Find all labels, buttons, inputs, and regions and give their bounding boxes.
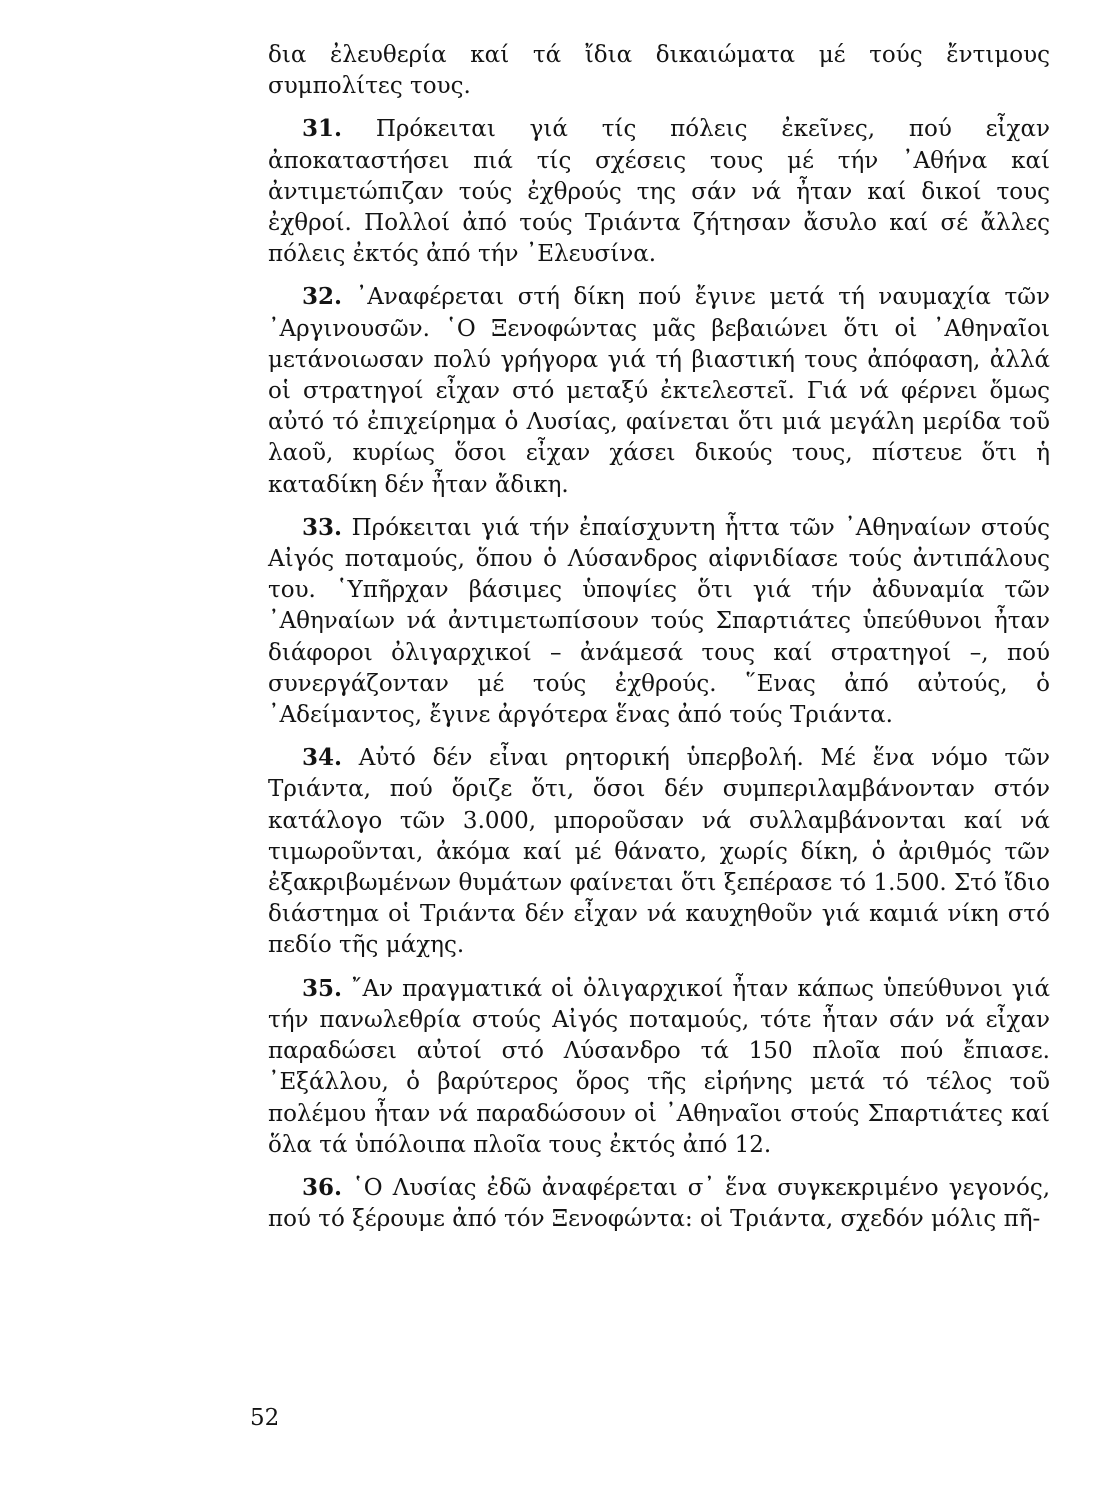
note-text: Πρόκειται γιά τήν ἐπαίσχυντη ἧττα τῶν ᾿Αθηναίων στούς Αἰγός ποταμούς, ὅπου ὁ Λύσανδρος αἰφνιδίασε τούς ἀντιπάλους του. ῾Υπῆρχαν βάσιμες ὑποψίες ὅτι γιά τήν ἀδυναμία τῶν ᾿Αθηναίων νά ἀντιμετωπίσουν τούς Σπαρτιάτες ὑπεύθυνοι ἦταν διάφοροι ὀλιγαρχικοί – ἀνάμεσά τους καί στρατηγοί –, πού συνεργάζονταν μέ τούς ἐχθρούς. ῞Ενας ἀπό αὐτούς, ὁ ᾿Αδείμαντος, ἔγινε ἀργότερα ἕνας ἀπό τούς Τριάντα. bbox=[268, 514, 1050, 729]
note-text: ᾿Αναφέρεται στή δίκη πού ἔγινε μετά τή ναυμαχία τῶν ᾿Αργινουσῶν. ῾Ο Ξενοφώντας μᾶς βεβαιώνει ὅτι οἱ ᾿Αθηναῖοι μετάνοιωσαν πολύ γρήγορα γιά τή βιαστική τους ἀπόφαση, ἀλλά οἱ στρατηγοί εἶχαν στό μεταξύ ἐκτελεστεῖ. Γιά νά φέρνει ὅμως αὐτό τό ἐπιχείρημα ὁ Λυσίας, φαίνεται ὅτι μιά μεγάλη μερίδα τοῦ λαοῦ, κυρίως ὅσοι εἶχαν χάσει δικούς τους, πίστευε ὅτι ἡ καταδίκη δέν ἦταν ἄδικη. bbox=[268, 284, 1051, 498]
note-36 bbox=[268, 1172, 1050, 1235]
note-number: 32. bbox=[302, 283, 343, 311]
note-31 bbox=[268, 113, 1050, 270]
note-32 bbox=[268, 281, 1050, 500]
note-text: ῎Αν πραγματικά οἱ ὀλιγαρχικοί ἦταν κάπως ὑπεύθυνοι γιά τήν πανωλεθρία στούς Αἰγός ποταμούς, τότε ἦταν σάν νά εἶχαν παραδώσει αὐτοί στό Λύσανδρο τά 150 πλοῖα πού ἔπιασε. ᾿Εξάλλου, ὁ βαρύτερος ὅρος τῆς εἰρήνης μετά τό τέλος τοῦ πολέμου ἦταν νά παραδώσουν οἱ ᾿Αθηναῖοι στούς Σπαρτιάτες καί ὅλα τά ὑπόλοιπα πλοῖα τους ἐκτός ἀπό 12. bbox=[268, 975, 1051, 1158]
note-text: Αὐτό δέν εἶναι ρητορική ὑπερβολή. Μέ ἕνα νόμο τῶν Τριάντα, πού ὅριζε ὅτι, ὅσοι δέν συμπεριλαμβάνονταν στόν κατάλογο τῶν 3.000, μποροῦσαν νά συλλαμβάνονται καί νά τιμωροῦνται, ἀκόμα καί μέ θάνατο, χωρίς δίκη, ὁ ἀριθμός τῶν ἐξακριβωμένων θυμάτων φαίνεται ὅτι ξεπέρασε τό 1.500. Στό ἴδιο διάστημα οἱ Τριάντα δέν εἶχαν νά καυχηθοῦν γιά καμιά νίκη στό πεδίο τῆς μάχης. bbox=[268, 745, 1050, 959]
note-number: 33. bbox=[302, 513, 343, 541]
page-number: 52 bbox=[250, 1405, 280, 1431]
note-number: 31. bbox=[302, 115, 343, 143]
note-number: 36. bbox=[302, 1173, 343, 1201]
note-continuation bbox=[268, 40, 1050, 102]
note-text: Πρόκειται γιά τίς πόλεις ἐκεῖνες, πού εἶχαν ἀποκαταστήσει πιά τίς σχέσεις τους μέ τήν ᾿Αθήνα καί ἀντιμετώπιζαν τούς ἐχθρούς της σάν νά ἦταν καί δικοί τους ἐχθροί. Πολλοί ἀπό τούς Τριάντα ζήτησαν ἄσυλο καί σέ ἄλλες πόλεις ἐκτός ἀπό τήν ᾿Ελευσίνα. bbox=[268, 116, 1050, 268]
note-text: ῾Ο Λυσίας ἐδῶ ἀναφέρεται σ᾿ ἕνα συγκεκριμένο γεγονός, πού τό ξέρουμε ἀπό τόν Ξενοφώντα: οἱ Τριάντα, σχεδόν μόλις πῆ- bbox=[268, 1174, 1051, 1233]
note-33 bbox=[268, 512, 1050, 731]
notes-text-block bbox=[268, 40, 1050, 1235]
note-number: 35. bbox=[302, 974, 343, 1002]
note-34 bbox=[268, 742, 1050, 961]
note-number: 34. bbox=[302, 744, 343, 772]
note-35 bbox=[268, 973, 1050, 1161]
note-text: δια ἐλευθερία καί τά ἴδια δικαιώματα μέ τούς ἔντιμους συμπολίτες τους. bbox=[268, 42, 1050, 100]
